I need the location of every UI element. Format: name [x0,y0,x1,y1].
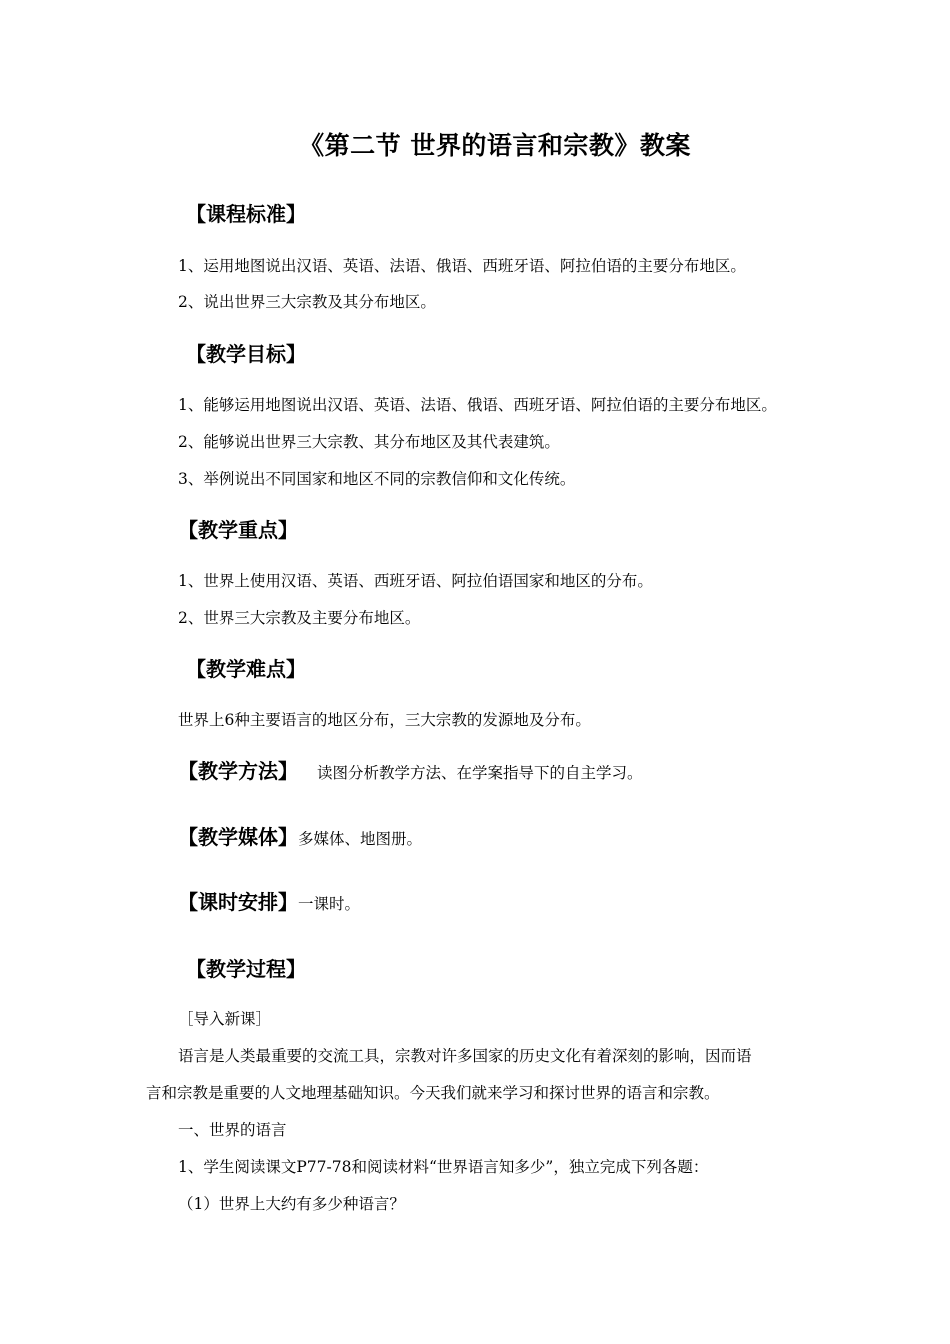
curriculum-standard-item-2: 2、说出世界三大宗教及其分布地区。 [178,293,436,311]
teaching-method-text: 读图分析教学方法、在学案指导下的自主学习。 [316,764,643,782]
class-hours-line [178,886,360,915]
curriculum-standard-item-1: 1、运用地图说出汉语、英语、法语、俄语、西班牙语、阿拉伯语的主要分布地区。 [178,257,746,275]
teaching-goals-item-1: 1、能够运用地图说出汉语、英语、法语、俄语、西班牙语、阿拉伯语的主要分布地区。 [178,396,777,414]
class-hours-text: 一课时。 [298,895,361,913]
document-title: 《第二节 世界的语言和宗教》教案 [299,131,691,160]
intro-paragraph-line-2: 言和宗教是重要的人文地理基础知识。今天我们就来学习和探讨世界的语言和宗教。 [146,1084,720,1102]
teaching-goals-item-3: 3、举例说出不同国家和地区不同的宗教信仰和文化传统。 [178,470,576,488]
class-hours-heading: 【课时安排】 [178,890,298,914]
teaching-media-text: 多媒体、地图册。 [298,830,423,848]
teaching-goals-heading: 【教学目标】 [186,342,306,366]
curriculum-standard-heading: 【课程标准】 [186,202,306,226]
key-points-heading: 【教学重点】 [178,518,298,542]
intro-paragraph-line-1: 语言是人类最重要的交流工具，宗教对许多国家的历史文化有着深刻的影响，因而语 [178,1047,752,1065]
key-points-item-2: 2、世界三大宗教及主要分布地区。 [178,609,421,627]
key-points-item-1: 1、世界上使用汉语、英语、西班牙语、阿拉伯语国家和地区的分布。 [178,572,653,590]
difficult-points-text: 世界上6种主要语言的地区分布，三大宗教的发源地及分布。 [178,711,591,729]
section-languages: 一、世界的语言 [178,1121,287,1139]
task-1: 1、学生阅读课文P77-78和阅读材料“世界语言知多少”，独立完成下列各题： [178,1158,709,1176]
teaching-method-heading: 【教学方法】 [178,759,298,783]
intro-label: ［导入新课］ [178,1010,272,1028]
question-1: （1）世界上大约有多少种语言？ [178,1195,405,1213]
teaching-media-line [178,821,422,850]
teaching-goals-item-2: 2、能够说出世界三大宗教、其分布地区及其代表建筑。 [178,433,560,451]
teaching-process-heading: 【教学过程】 [186,957,306,981]
teaching-method-line [178,755,642,784]
teaching-media-heading: 【教学媒体】 [178,825,298,849]
difficult-points-heading: 【教学难点】 [186,657,306,681]
